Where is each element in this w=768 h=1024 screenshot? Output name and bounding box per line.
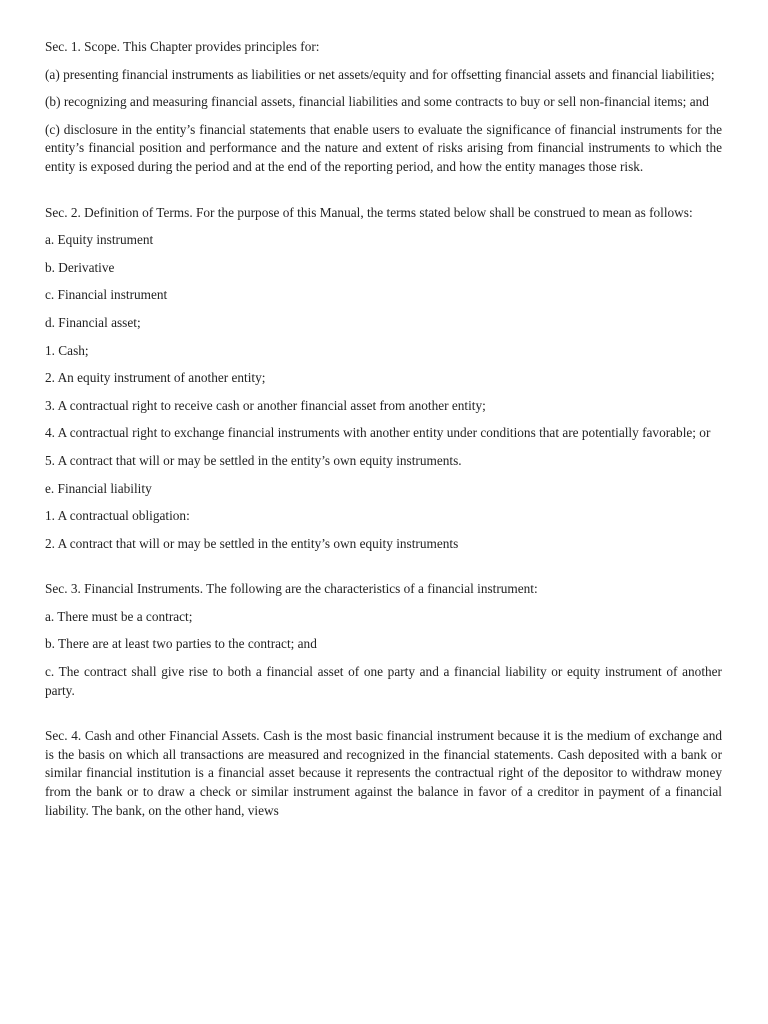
list-item: 2. An equity instrument of another entity; (45, 370, 266, 386)
list-item: c. The contract shall give rise to both a financial asset of one party and a financial liability or equity instrument of another party. (45, 664, 722, 698)
paragraph: (b) recognizing and measuring financial assets, financial liabilities and some contracts to buy or sell non-financial items; and (45, 94, 709, 110)
section-heading: Sec. 3. Financial Instruments. The following are the characteristics of a financial instrument: (45, 581, 538, 597)
paragraph: (c) disclosure in the entity’s financial statements that enable users to evaluate the significance of financial instruments for the entity’s financial position and performance and the nature and extent of risks arising from financial instruments to which the entity is exposed during the period and at the end of the reporting period, and how the entity manages those risk. (45, 121, 722, 174)
list-item: 3. A contractual right to receive cash or another financial asset from another entity; (45, 397, 486, 413)
section-2-definitions (45, 204, 722, 554)
list-item: b. Derivative (45, 259, 115, 275)
section-heading: Sec. 4. Cash and other Financial Assets. Cash is the most basic financial instrument because it is the medium of exchange and is the basis on which all transactions are measured and recognized in the financial statements. Cash deposited with a bank or similar financial institution is a financial asset because it represents the contractual right of the depositor to withdraw money from the bank or to draw a check or similar instrument against the balance in favor of a creditor in payment of a financial liability. The bank, on the other hand, views (45, 728, 722, 818)
list-item: a. There must be a contract; (45, 608, 193, 624)
section-heading: Sec. 2. Definition of Terms. For the purpose of this Manual, the terms stated below shall be construed to mean as follows: (45, 204, 693, 220)
list-item: c. Financial instrument (45, 287, 168, 303)
list-item: 5. A contract that will or may be settled in the entity’s own equity instruments. (45, 452, 462, 468)
list-item: d. Financial asset; (45, 314, 141, 330)
document-page (45, 38, 722, 829)
section-4-cash-financial-assets (45, 727, 722, 820)
section-1-scope (45, 38, 722, 177)
list-item: 1. Cash; (45, 342, 89, 358)
section-3-financial-instruments (45, 580, 722, 700)
list-item: a. Equity instrument (45, 232, 154, 248)
section-heading: Sec. 1. Scope. This Chapter provides principles for: (45, 39, 320, 54)
list-item: 1. A contractual obligation: (45, 508, 190, 524)
list-item: 4. A contractual right to exchange financial instruments with another entity under conditions that are potentially favorable; or (45, 425, 711, 441)
list-item: 2. A contract that will or may be settled in the entity’s own equity instruments (45, 535, 459, 551)
paragraph: (a) presenting financial instruments as liabilities or net assets/equity and for offsetting financial assets and financial liabilities; (45, 66, 715, 82)
list-item: b. There are at least two parties to the contract; and (45, 636, 317, 652)
list-item: e. Financial liability (45, 480, 152, 496)
